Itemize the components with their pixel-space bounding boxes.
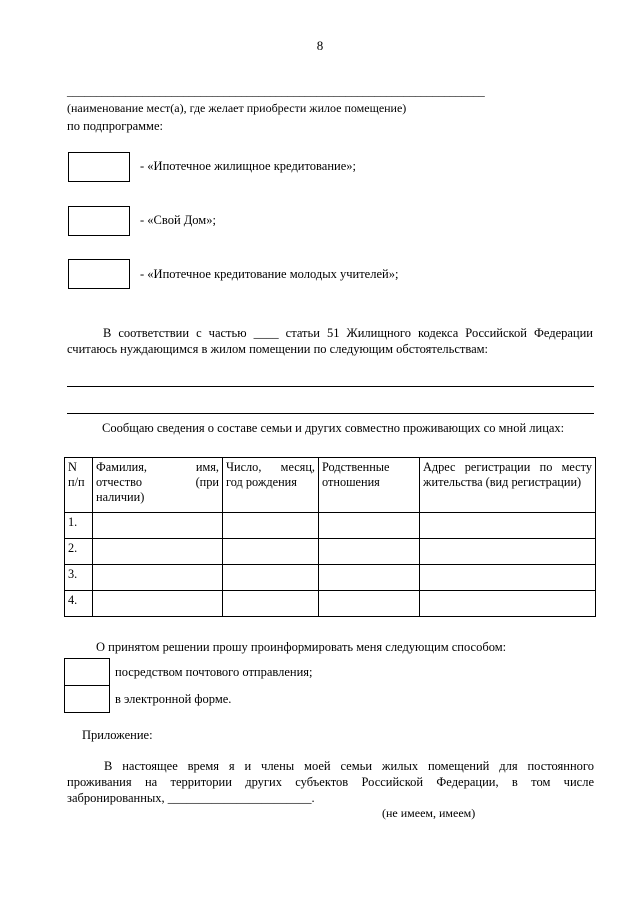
place-caption: (наименование мест(а), где желает приобрести жилое помещение) — [67, 101, 407, 115]
cell-birth-date[interactable] — [223, 539, 319, 565]
notify-intro: О принятом решении прошу проинформировать меня следующим способом: — [96, 640, 507, 654]
place-blank-line[interactable]: ________________________________________________________________________ — [67, 84, 485, 98]
checkbox-mortgage-lending[interactable] — [68, 152, 130, 182]
cell-relation[interactable] — [319, 513, 420, 539]
need-paragraph-line2: считаюсь нуждающимся в жилом помещении по следующим обстоятельствам: — [67, 342, 488, 356]
row-number: 4. — [65, 591, 93, 617]
cell-relation[interactable] — [319, 539, 420, 565]
subprogram-label: по подпрограмме: — [67, 119, 163, 133]
table-row — [65, 539, 596, 565]
row-number: 2. — [65, 539, 93, 565]
cell-birth-date[interactable] — [223, 591, 319, 617]
housing-paragraph — [67, 758, 594, 806]
cell-relation[interactable] — [319, 565, 420, 591]
table-row — [65, 591, 596, 617]
notify-electronic: в электронной форме. — [115, 692, 232, 706]
housing-caption: (не имеем, имеем) — [382, 806, 476, 820]
circumstances-line-2[interactable] — [67, 413, 594, 414]
family-table — [64, 457, 596, 617]
cell-relation[interactable] — [319, 591, 420, 617]
cell-address[interactable] — [420, 591, 596, 617]
need-paragraph — [67, 325, 593, 357]
checkbox-electronic[interactable] — [64, 685, 110, 713]
housing-line2: проживания на территории других субъектов Российской Федерации, в том числе — [67, 775, 594, 789]
subprogram-own-home: - «Свой Дом»; — [140, 213, 216, 227]
need-paragraph-line1: В соответствии с частью ____ статьи 51 Жилищного кодекса Российской Федерации — [103, 326, 593, 340]
page-number: 8 — [316, 38, 324, 53]
header-birth-date: Число, месяц, год рождения — [223, 458, 319, 513]
checkbox-postal[interactable] — [64, 658, 110, 686]
header-full-name: Фамилия, имя, отчество (при наличии) — [93, 458, 223, 513]
housing-line1: В настоящее время я и члены моей семьи жилых помещений для постоянного — [104, 759, 594, 773]
family-table-header — [65, 458, 596, 513]
subprogram-mortgage-lending: - «Ипотечное жилищное кредитование»; — [140, 159, 356, 173]
circumstances-line-1[interactable] — [67, 386, 594, 387]
row-number: 3. — [65, 565, 93, 591]
table-row — [65, 565, 596, 591]
housing-line3[interactable]: забронированных, _______________________. — [67, 791, 315, 805]
subprogram-young-teachers: - «Ипотечное кредитование молодых учителей»; — [140, 267, 399, 281]
checkbox-young-teachers[interactable] — [68, 259, 130, 289]
cell-birth-date[interactable] — [223, 565, 319, 591]
checkbox-own-home[interactable] — [68, 206, 130, 236]
attachment-label: Приложение: — [82, 728, 153, 742]
header-address: Адрес регистрации по месту жительства (вид регистрации) — [420, 458, 596, 513]
cell-address[interactable] — [420, 565, 596, 591]
header-number: N п/п — [65, 458, 93, 513]
row-number: 1. — [65, 513, 93, 539]
cell-birth-date[interactable] — [223, 513, 319, 539]
cell-full-name[interactable] — [93, 539, 223, 565]
table-row — [65, 513, 596, 539]
cell-address[interactable] — [420, 513, 596, 539]
cell-full-name[interactable] — [93, 565, 223, 591]
cell-full-name[interactable] — [93, 591, 223, 617]
cell-address[interactable] — [420, 539, 596, 565]
header-relation: Родственные отношения — [319, 458, 420, 513]
family-intro: Сообщаю сведения о составе семьи и других совместно проживающих со мной лицах: — [102, 421, 565, 435]
cell-full-name[interactable] — [93, 513, 223, 539]
notify-postal: посредством почтового отправления; — [115, 665, 313, 679]
